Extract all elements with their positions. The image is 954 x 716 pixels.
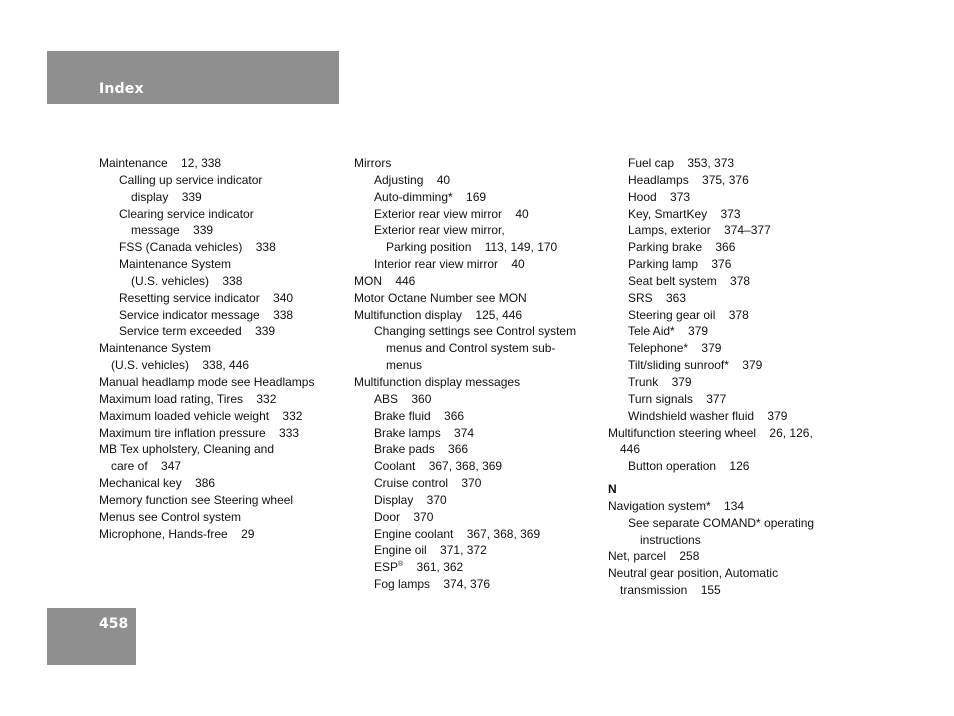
index-entry-text: Mechanical key 386 <box>99 476 216 491</box>
index-entry <box>608 256 853 273</box>
index-entry <box>354 441 599 458</box>
index-entry-text: message 339 <box>131 223 214 238</box>
index-entry-text: Telephone* 379 <box>628 341 722 356</box>
index-entry <box>99 425 339 442</box>
index-entry-text: Cruise control 370 <box>374 476 482 491</box>
index-entry-text: Menus see Control system <box>99 509 242 524</box>
index-entry-text: Display 370 <box>374 492 447 507</box>
index-entry <box>354 509 599 526</box>
index-entry <box>608 582 853 599</box>
index-entry <box>608 189 853 206</box>
index-entry-text: Adjusting 40 <box>374 172 451 187</box>
index-entry-text: Changing settings see Control system <box>374 324 577 339</box>
index-entry <box>608 441 853 458</box>
index-entry-text: Exterior rear view mirror, <box>374 223 505 238</box>
index-entry <box>608 498 853 515</box>
index-entry <box>99 290 339 307</box>
index-entry-text: Maximum loaded vehicle weight 332 <box>99 408 303 423</box>
index-entry-text: Interior rear view mirror 40 <box>374 257 525 272</box>
index-entry-text: Mirrors <box>354 156 392 170</box>
index-entry-text: menus <box>386 358 423 373</box>
index-entry <box>354 559 599 576</box>
index-entry <box>99 222 339 239</box>
index-entry-text: Steering gear oil 378 <box>628 307 749 322</box>
index-entry <box>354 290 599 307</box>
index-entry <box>99 206 339 223</box>
index-entry-text: Lamps, exterior 374–377 <box>628 223 771 238</box>
index-entry <box>354 239 599 256</box>
index-entry <box>608 155 853 172</box>
index-entry-text: Brake lamps 374 <box>374 425 475 440</box>
page-number-box <box>47 608 136 665</box>
index-entry-text: Maintenance System <box>99 341 212 356</box>
index-entry <box>99 340 339 357</box>
index-entry-text: (U.S. vehicles) 338 <box>131 273 243 288</box>
index-entry-text: Key, SmartKey 373 <box>628 206 741 221</box>
index-entry <box>99 357 339 374</box>
index-entry-text: MB Tex upholstery, Cleaning and <box>99 442 274 457</box>
index-entry <box>608 374 853 391</box>
index-entry <box>354 357 599 374</box>
index-entry <box>608 222 853 239</box>
index-entry <box>608 323 853 340</box>
index-entry <box>354 391 599 408</box>
index-entry-text: Multifunction steering wheel 26, 126, <box>608 425 813 440</box>
index-entry <box>354 189 599 206</box>
index-entry-text: Neutral gear position, Automatic <box>608 566 779 581</box>
index-entry-text: Door 370 <box>374 509 434 524</box>
index-entry-pages: 361, 362 <box>403 560 464 575</box>
section-title: Index <box>99 81 144 97</box>
index-entry-text: Seat belt system 378 <box>628 273 751 288</box>
index-entry-text: Auto-dimming* 169 <box>374 189 487 204</box>
index-entry <box>99 307 339 324</box>
index-entry-text: Clearing service indicator <box>119 206 254 221</box>
index-entry <box>354 206 599 223</box>
index-letter-heading <box>608 481 853 498</box>
index-entry <box>354 323 599 340</box>
index-entry-text: Manual headlamp mode see Headlamps <box>99 374 315 389</box>
index-entry <box>354 526 599 543</box>
index-entry-text: Microphone, Hands-free 29 <box>99 526 255 541</box>
index-entry-text: transmission 155 <box>620 583 721 598</box>
index-entry <box>608 340 853 357</box>
index-entry <box>99 509 339 526</box>
index-entry-text: display 339 <box>131 189 202 204</box>
index-entry-text: Maximum tire inflation pressure 333 <box>99 425 300 440</box>
index-entry-text: Calling up service indicator <box>119 172 263 187</box>
index-entry <box>99 189 339 206</box>
index-entry <box>354 492 599 509</box>
index-entry-text: ESP <box>374 560 399 575</box>
index-entry-text: Button operation 126 <box>628 459 750 474</box>
index-column-1 <box>99 155 339 542</box>
index-entry <box>99 391 339 408</box>
index-entry-text: Coolant 367, 368, 369 <box>374 459 503 474</box>
index-entry-text: Parking lamp 376 <box>628 257 732 272</box>
index-entry <box>608 273 853 290</box>
index-entry <box>608 172 853 189</box>
index-entry <box>354 374 599 391</box>
index-entry-text: Brake pads 366 <box>374 442 469 457</box>
index-entry <box>608 565 853 582</box>
index-entry <box>354 273 599 290</box>
index-entry <box>608 290 853 307</box>
index-entry-text: Tele Aid* 379 <box>628 324 709 339</box>
index-entry <box>608 548 853 565</box>
index-entry-text: Fuel cap 353, 373 <box>628 156 735 170</box>
index-entry <box>608 515 853 532</box>
index-entry-text: Trunk 379 <box>628 374 692 389</box>
index-entry-text: N <box>608 482 617 497</box>
index-entry <box>608 408 853 425</box>
index-entry-text: Maximum load rating, Tires 332 <box>99 391 277 406</box>
index-entry-text: Navigation system* 134 <box>608 498 745 513</box>
page-number: 458 <box>99 616 129 632</box>
index-entry-text: Turn signals 377 <box>628 391 727 406</box>
index-entry-text: SRS 363 <box>628 290 687 305</box>
index-entry-text: Brake fluid 366 <box>374 408 465 423</box>
index-entry <box>99 273 339 290</box>
index-entry-text: Net, parcel 258 <box>608 549 700 564</box>
index-entry <box>354 576 599 593</box>
index-entry <box>354 458 599 475</box>
index-entry <box>99 155 339 172</box>
index-entry-text: Multifunction display 125, 446 <box>354 307 523 322</box>
index-entry-text: Parking brake 366 <box>628 240 736 255</box>
index-entry-text: Fog lamps 374, 376 <box>374 577 491 592</box>
index-entry <box>608 307 853 324</box>
index-entry <box>354 425 599 442</box>
index-entry <box>608 425 853 442</box>
index-entry <box>99 172 339 189</box>
index-entry-text: ABS 360 <box>374 391 432 406</box>
index-entry-text: Multifunction display messages <box>354 374 521 389</box>
index-entry <box>99 239 339 256</box>
index-entry <box>608 239 853 256</box>
index-entry <box>354 340 599 357</box>
index-entry-text: Service indicator message 338 <box>119 307 294 322</box>
index-entry <box>608 391 853 408</box>
index-entry <box>99 475 339 492</box>
index-entry <box>354 307 599 324</box>
index-entry-text: Memory function see Steering wheel <box>99 492 294 507</box>
index-entry-text: Tilt/sliding sunroof* 379 <box>628 358 763 373</box>
index-entry-text: Parking position 113, 149, 170 <box>386 240 558 255</box>
index-entry <box>354 172 599 189</box>
index-entry-text: FSS (Canada vehicles) 338 <box>119 240 276 255</box>
index-entry <box>99 374 339 391</box>
index-entry-text: Resetting service indicator 340 <box>119 290 294 305</box>
index-entry-text: (U.S. vehicles) 338, 446 <box>111 358 250 373</box>
index-entry <box>608 206 853 223</box>
index-entry <box>608 458 853 475</box>
index-entry-text: See separate COMAND* operating <box>628 515 815 530</box>
index-entry <box>354 408 599 425</box>
index-entry <box>608 357 853 374</box>
registered-mark: ® <box>398 561 404 569</box>
index-entry <box>99 458 339 475</box>
index-entry <box>354 155 599 172</box>
index-entry <box>608 532 853 549</box>
index-entry-text: Exterior rear view mirror 40 <box>374 206 529 221</box>
index-entry-text: Maintenance System <box>119 257 232 272</box>
index-entry-text: care of 347 <box>111 459 182 474</box>
index-entry-text: instructions <box>640 532 701 547</box>
index-entry-text: Maintenance 12, 338 <box>99 156 222 170</box>
index-entry-text: Hood 373 <box>628 189 691 204</box>
index-entry <box>99 256 339 273</box>
index-entry <box>99 526 339 543</box>
index-entry <box>354 475 599 492</box>
index-entry <box>354 542 599 559</box>
index-entry <box>99 323 339 340</box>
index-entry <box>354 222 599 239</box>
index-entry-text: 446 <box>620 442 641 457</box>
index-entry <box>354 256 599 273</box>
index-entry-text: Windshield washer fluid 379 <box>628 408 788 423</box>
index-column-2 <box>354 155 599 593</box>
index-entry-text: Service term exceeded 339 <box>119 324 276 339</box>
index-column-3 <box>608 155 853 599</box>
index-entry-text: Engine coolant 367, 368, 369 <box>374 526 541 541</box>
index-entry-text: Headlamps 375, 376 <box>628 172 749 187</box>
index-entry-text: menus and Control system sub- <box>386 341 556 356</box>
index-entry-text: Motor Octane Number see MON <box>354 290 527 305</box>
index-entry <box>99 492 339 509</box>
index-entry <box>99 408 339 425</box>
index-entry <box>99 441 339 458</box>
index-entry-text: Engine oil 371, 372 <box>374 543 487 558</box>
index-entry-text: MON 446 <box>354 273 416 288</box>
index-header-bar <box>47 51 339 104</box>
